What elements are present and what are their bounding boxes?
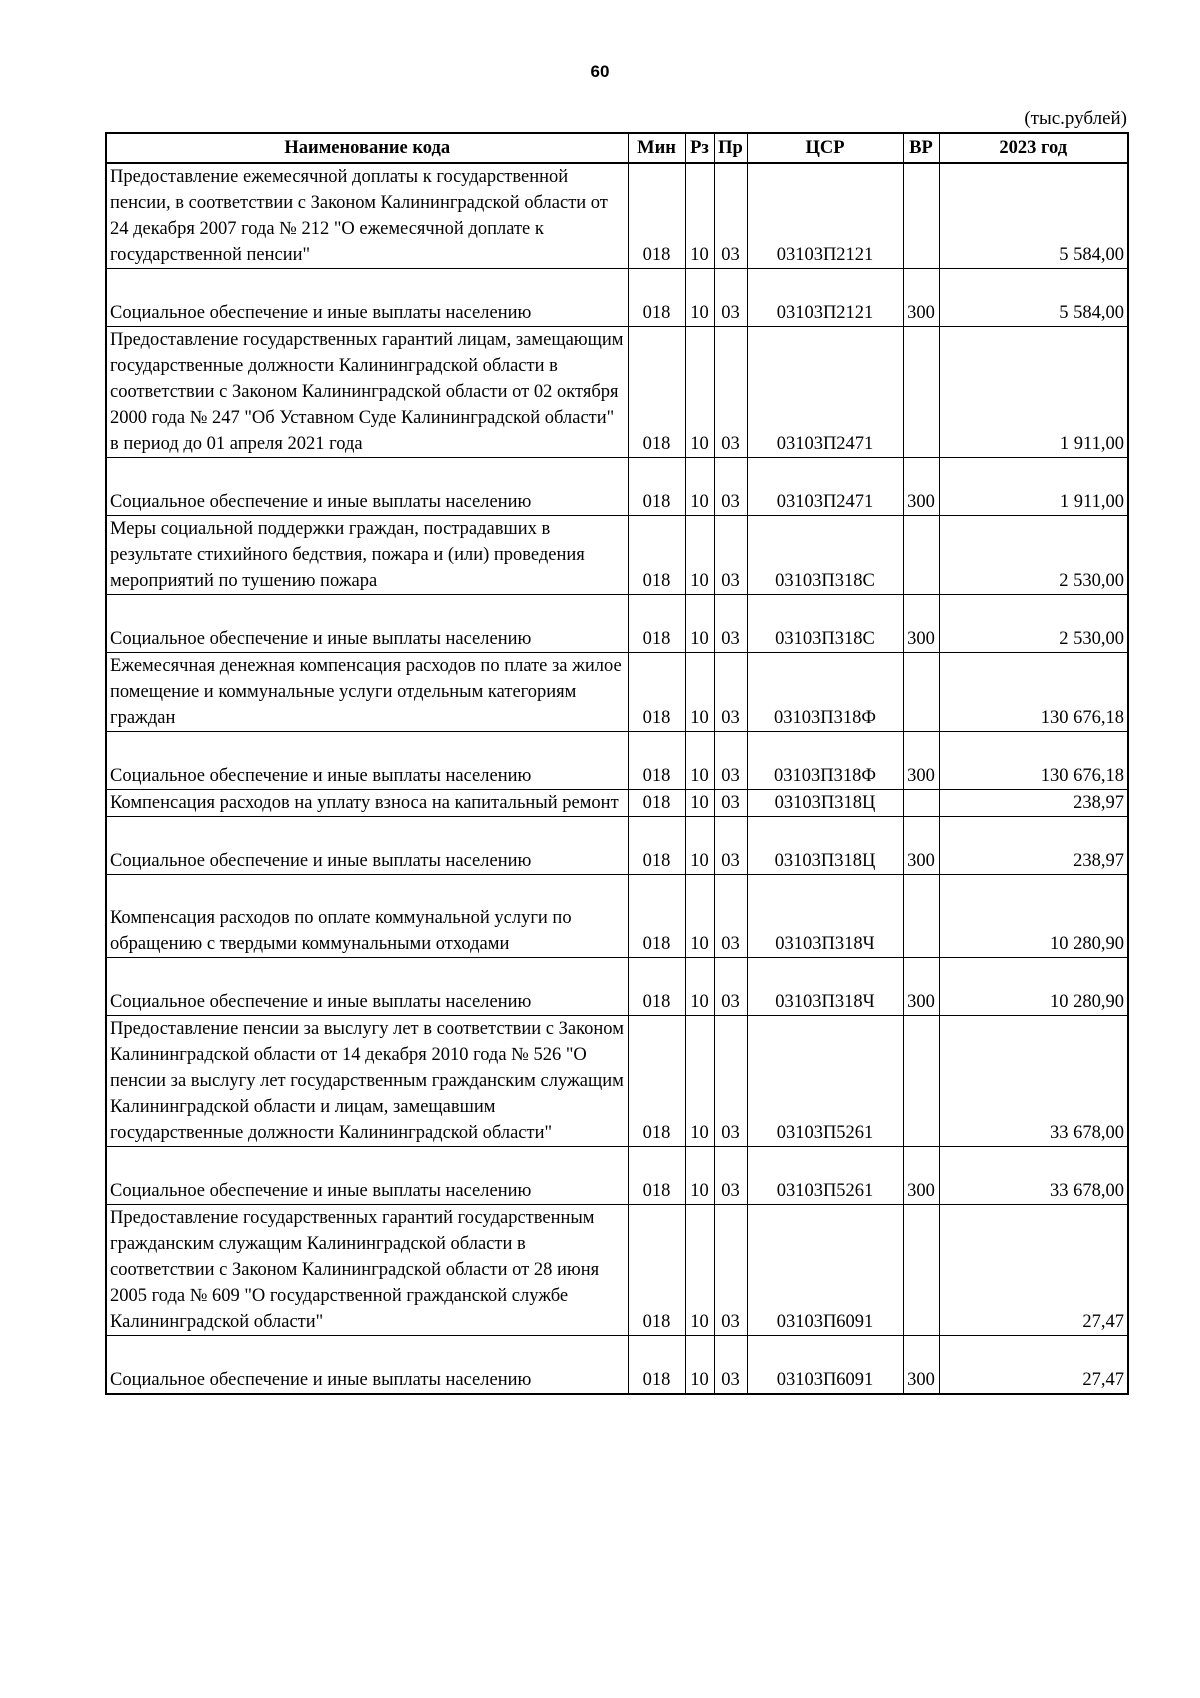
row-vr <box>903 653 939 732</box>
page-number: 60 <box>590 62 610 81</box>
row-csr: 03103П6091 <box>747 1336 903 1395</box>
row-vr <box>903 163 939 269</box>
row-rz: 10 <box>685 269 714 327</box>
row-rz: 10 <box>685 958 714 1016</box>
row-pr: 03 <box>714 958 747 1016</box>
row-csr: 03103П5261 <box>747 1016 903 1147</box>
row-vr <box>903 875 939 958</box>
row-name: Социальное обеспечение и иные выплаты населению <box>106 458 628 516</box>
table-row <box>106 327 1128 458</box>
row-csr: 03103П2471 <box>747 327 903 458</box>
row-amount: 238,97 <box>939 790 1128 817</box>
row-name: Социальное обеспечение и иные выплаты населению <box>106 1147 628 1205</box>
row-vr: 300 <box>903 958 939 1016</box>
row-rz: 10 <box>685 327 714 458</box>
header-amount: 2023 год <box>939 133 1128 163</box>
row-amount: 27,47 <box>939 1336 1128 1395</box>
header-rz: Рз <box>685 133 714 163</box>
row-name: Социальное обеспечение и иные выплаты населению <box>106 958 628 1016</box>
row-name: Ежемесячная денежная компенсация расходов по плате за жилое помещение и коммунальные услуги отдельным категориям граждан <box>106 653 628 732</box>
row-min: 018 <box>628 163 685 269</box>
row-csr: 03103П318Ф <box>747 732 903 790</box>
row-csr: 03103П318С <box>747 595 903 653</box>
row-vr <box>903 1205 939 1336</box>
row-pr: 03 <box>714 458 747 516</box>
table-row <box>106 1147 1128 1205</box>
row-amount: 130 676,18 <box>939 653 1128 732</box>
row-pr: 03 <box>714 269 747 327</box>
header-vr: ВР <box>903 133 939 163</box>
row-name: Предоставление государственных гарантий государственным гражданским служащим Калининградской области в соответствии с Законом Калининградской области от 28 июня 2005 года № 609 "О государственной гражданской службе Калининградской области" <box>106 1205 628 1336</box>
row-amount: 5 584,00 <box>939 269 1128 327</box>
row-csr: 03103П318С <box>747 516 903 595</box>
row-min: 018 <box>628 958 685 1016</box>
units-note: (тыс.рублей) <box>1024 108 1127 129</box>
row-amount: 130 676,18 <box>939 732 1128 790</box>
row-rz: 10 <box>685 1147 714 1205</box>
row-pr: 03 <box>714 1336 747 1395</box>
row-amount: 2 530,00 <box>939 516 1128 595</box>
table-row <box>106 1016 1128 1147</box>
row-name: Социальное обеспечение и иные выплаты населению <box>106 732 628 790</box>
row-amount: 27,47 <box>939 1205 1128 1336</box>
row-pr: 03 <box>714 1147 747 1205</box>
row-vr: 300 <box>903 732 939 790</box>
row-rz: 10 <box>685 163 714 269</box>
row-min: 018 <box>628 1336 685 1395</box>
row-name: Социальное обеспечение и иные выплаты населению <box>106 269 628 327</box>
row-pr: 03 <box>714 790 747 817</box>
row-rz: 10 <box>685 516 714 595</box>
row-pr: 03 <box>714 732 747 790</box>
row-vr: 300 <box>903 817 939 875</box>
row-pr: 03 <box>714 875 747 958</box>
row-pr: 03 <box>714 817 747 875</box>
row-vr <box>903 327 939 458</box>
row-rz: 10 <box>685 790 714 817</box>
row-csr: 03103П2121 <box>747 269 903 327</box>
table-row <box>106 875 1128 958</box>
row-min: 018 <box>628 327 685 458</box>
row-name: Социальное обеспечение и иные выплаты населению <box>106 1336 628 1395</box>
row-amount: 1 911,00 <box>939 327 1128 458</box>
table-row <box>106 732 1128 790</box>
row-csr: 03103П318Ц <box>747 817 903 875</box>
row-rz: 10 <box>685 653 714 732</box>
row-amount: 33 678,00 <box>939 1016 1128 1147</box>
row-rz: 10 <box>685 732 714 790</box>
row-rz: 10 <box>685 1336 714 1395</box>
row-min: 018 <box>628 875 685 958</box>
row-rz: 10 <box>685 817 714 875</box>
table-row <box>106 163 1128 269</box>
table-row <box>106 458 1128 516</box>
row-csr: 03103П318Ц <box>747 790 903 817</box>
row-amount: 1 911,00 <box>939 458 1128 516</box>
row-min: 018 <box>628 732 685 790</box>
row-name: Предоставление ежемесячной доплаты к государственной пенсии, в соответствии с Законом Калининградской области от 24 декабря 2007 года № 212 "О ежемесячной доплате к государственной пенсии" <box>106 163 628 269</box>
row-csr: 03103П5261 <box>747 1147 903 1205</box>
row-name: Предоставление государственных гарантий лицам, замещающим государственные должности Калининградской области в соответствии с Законом Калининградской области от 02 октября 2000 года № 247 "Об Уставном Суде Калининградской области" в период до 01 апреля 2021 года <box>106 327 628 458</box>
table-row <box>106 595 1128 653</box>
row-pr: 03 <box>714 1016 747 1147</box>
budget-table <box>105 132 1129 1395</box>
table-row <box>106 653 1128 732</box>
row-name: Социальное обеспечение и иные выплаты населению <box>106 817 628 875</box>
row-amount: 2 530,00 <box>939 595 1128 653</box>
row-min: 018 <box>628 790 685 817</box>
row-min: 018 <box>628 595 685 653</box>
header-name: Наименование кода <box>106 133 628 163</box>
row-name: Социальное обеспечение и иные выплаты населению <box>106 595 628 653</box>
row-rz: 10 <box>685 458 714 516</box>
table-header-row <box>106 133 1128 163</box>
header-min: Мин <box>628 133 685 163</box>
row-vr: 300 <box>903 595 939 653</box>
row-min: 018 <box>628 1147 685 1205</box>
table-row <box>106 516 1128 595</box>
row-vr: 300 <box>903 269 939 327</box>
row-csr: 03103П318Ч <box>747 875 903 958</box>
row-pr: 03 <box>714 163 747 269</box>
row-min: 018 <box>628 516 685 595</box>
row-pr: 03 <box>714 595 747 653</box>
row-pr: 03 <box>714 653 747 732</box>
table-row <box>106 790 1128 817</box>
table-row <box>106 958 1128 1016</box>
row-csr: 03103П2121 <box>747 163 903 269</box>
table-row <box>106 1205 1128 1336</box>
table-row <box>106 269 1128 327</box>
row-pr: 03 <box>714 1205 747 1336</box>
row-vr <box>903 516 939 595</box>
row-rz: 10 <box>685 1205 714 1336</box>
row-amount: 5 584,00 <box>939 163 1128 269</box>
row-csr: 03103П318Ч <box>747 958 903 1016</box>
header-csr: ЦСР <box>747 133 903 163</box>
row-vr <box>903 1016 939 1147</box>
row-amount: 10 280,90 <box>939 958 1128 1016</box>
row-vr: 300 <box>903 458 939 516</box>
row-amount: 238,97 <box>939 817 1128 875</box>
row-min: 018 <box>628 817 685 875</box>
row-min: 018 <box>628 1205 685 1336</box>
row-amount: 10 280,90 <box>939 875 1128 958</box>
row-vr: 300 <box>903 1336 939 1395</box>
row-rz: 10 <box>685 1016 714 1147</box>
row-name: Меры социальной поддержки граждан, пострадавших в результате стихийного бедствия, пожара и (или) проведения мероприятий по тушению пожара <box>106 516 628 595</box>
row-name: Предоставление пенсии за выслугу лет в соответствии с Законом Калининградской области от 14 декабря 2010 года № 526 "О пенсии за выслугу лет государственным гражданским служащим Калининградской области и лицам, замещавшим государственные должности Калининградской области" <box>106 1016 628 1147</box>
row-vr: 300 <box>903 1147 939 1205</box>
row-rz: 10 <box>685 595 714 653</box>
row-rz: 10 <box>685 875 714 958</box>
table-row <box>106 1336 1128 1395</box>
row-min: 018 <box>628 269 685 327</box>
header-pr: Пр <box>714 133 747 163</box>
row-csr: 03103П318Ф <box>747 653 903 732</box>
table-row <box>106 817 1128 875</box>
row-name: Компенсация расходов по оплате коммунальной услуги по обращению с твердыми коммунальными отходами <box>106 875 628 958</box>
row-csr: 03103П2471 <box>747 458 903 516</box>
row-csr: 03103П6091 <box>747 1205 903 1336</box>
row-amount: 33 678,00 <box>939 1147 1128 1205</box>
row-min: 018 <box>628 653 685 732</box>
row-vr <box>903 790 939 817</box>
row-min: 018 <box>628 458 685 516</box>
row-pr: 03 <box>714 516 747 595</box>
row-name: Компенсация расходов на уплату взноса на капитальный ремонт <box>106 790 628 817</box>
row-pr: 03 <box>714 327 747 458</box>
row-min: 018 <box>628 1016 685 1147</box>
